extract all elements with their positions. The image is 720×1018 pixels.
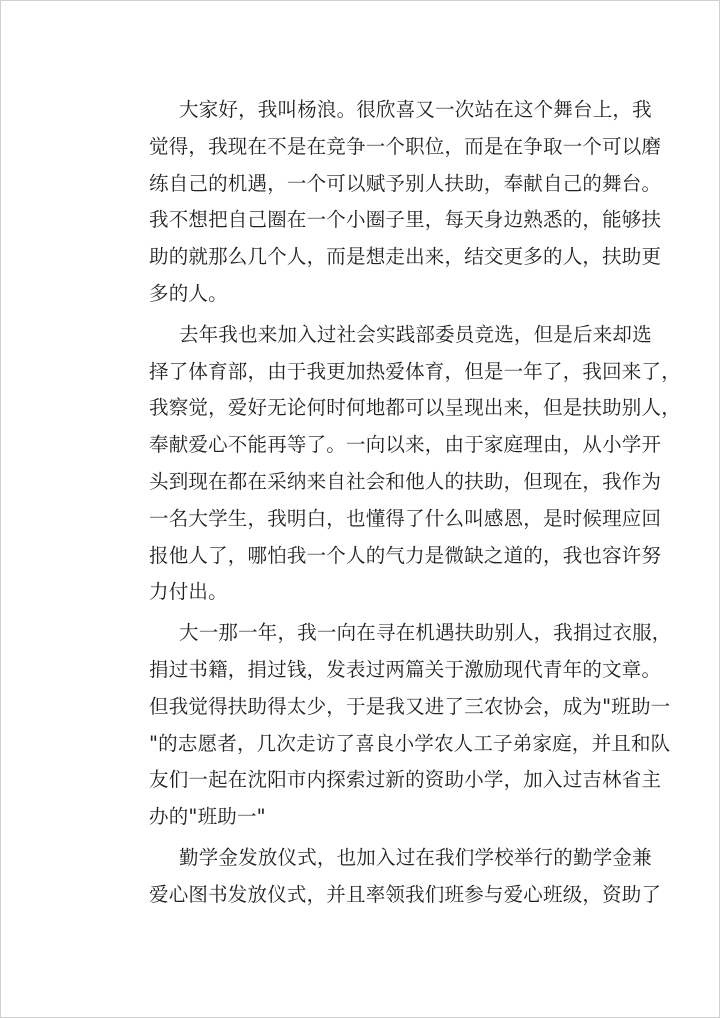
text-line: 报他人了，哪怕我一个人的气力是微缺之道的，我也容许努 [149, 543, 662, 567]
text-line: 但我觉得扶助得太少，于是我又进了三农协会，成为"班助一 [149, 694, 671, 718]
text-line: 去年我也来加入过社会实践部委员竞选，但是后来却选 [179, 322, 652, 346]
text-line: 爱心图书发放仪式，并且率领我们班参与爱心班级，资助了 [149, 882, 662, 906]
text-line: 勤学金发放仪式，也加入过在我们学校举行的勤学金兼 [179, 845, 652, 869]
text-line: 练自己的机遇，一个可以赋予别人扶助，奉献自己的舞台。 [149, 171, 662, 195]
paragraph-2 [109, 317, 681, 611]
text-line: 大一那一年，我一向在寻在机遇扶助别人，我捐过衣服， [179, 621, 672, 645]
text-line: 多的人。 [149, 281, 228, 305]
text-line: 一名大学生，我明白，也懂得了什么叫感恩，是时候理应回 [149, 506, 662, 530]
text-line: "的志愿者，几次走访了喜良小学农人工子弟家庭，并且和队 [149, 731, 671, 755]
text-line: 捐过书籍，捐过钱，发表过两篇关于激励现代青年的文章。 [149, 657, 662, 681]
text-line: 我察觉，爱好无论何时何地都可以呈现出来，但是扶助别人， [149, 396, 681, 420]
document-body [109, 92, 681, 918]
text-line: 我不想把自己圈在一个小圈子里，每天身边熟悉的，能够扶 [149, 208, 662, 232]
text-line: 择了体育部，由于我更加热爱体育，但是一年了，我回来了， [149, 359, 681, 383]
text-line: 力付出。 [149, 580, 228, 604]
text-line: 办的"班助一" [149, 805, 266, 829]
text-line: 友们一起在沈阳市内探索过新的资助小学，加入过吉林省主 [149, 768, 662, 792]
text-line: 头到现在都在采纳来自社会和他人的扶助，但现在，我作为 [149, 469, 662, 493]
text-line: 奉献爱心不能再等了。一向以来，由于家庭理由，从小学开 [149, 433, 662, 457]
paragraph-1 [109, 92, 662, 313]
paragraph-4 [109, 840, 662, 914]
text-line: 觉得，我现在不是在竞争一个职位，而是在争取一个可以磨 [149, 134, 662, 158]
text-line: 大家好，我叫杨浪。很欣喜又一次站在这个舞台上，我 [179, 98, 652, 121]
paragraph-3 [109, 615, 672, 836]
text-line: 助的就那么几个人，而是想走出来，结交更多的人，扶助更 [149, 245, 662, 269]
